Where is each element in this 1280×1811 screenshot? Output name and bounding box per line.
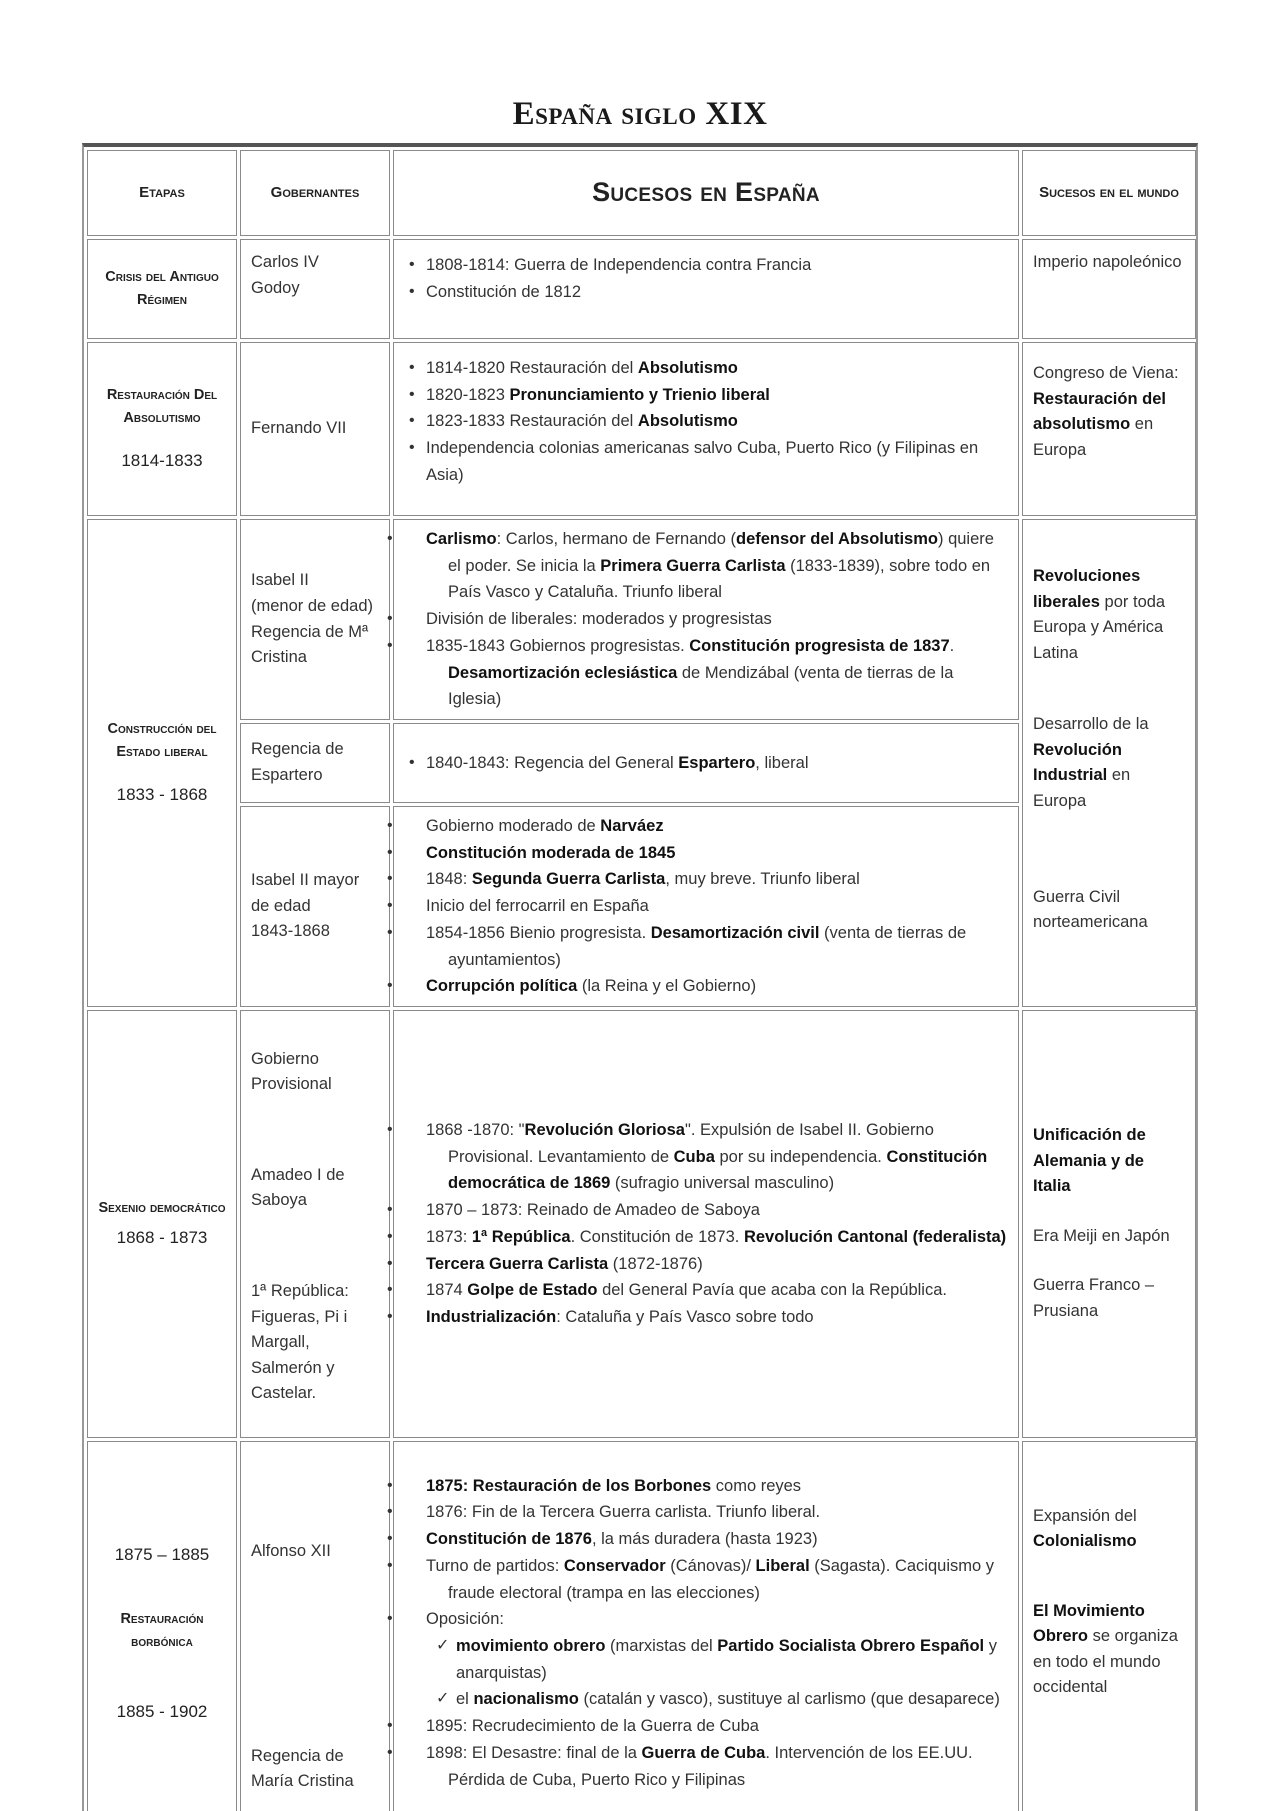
gobernante: Regencia de María Cristina <box>251 1746 354 1791</box>
event-item: • Carlismo: Carlos, hermano de Fernando (defensor del Absolutismo) quiere el poder. Se inicia la Primera Guerra Carlista (1833-1839), sobre todo en País Vasco y Cataluña. Triunfo liberal <box>404 526 1008 606</box>
history-table <box>84 147 1199 1811</box>
world-event: Era Meiji en Japón <box>1033 1226 1170 1245</box>
gobernante: Alfonso XII <box>251 1542 331 1561</box>
event-item: • Constitución de 1876, la más duradera (hasta 1923) <box>404 1526 1008 1553</box>
mundo-cell: Congreso de Viena: Restauración del absolutismo en Europa <box>1022 342 1196 516</box>
event-item: • Constitución moderada de 1845 <box>404 840 1008 867</box>
event-item: • Corrupción política (la Reina y el Gobierno) <box>404 973 1008 1000</box>
event-item: • 1898: El Desastre: final de la Guerra de Cuba. Intervención de los EE.UU. Pérdida de Cuba, Puerto Rico y Filipinas <box>404 1740 1008 1793</box>
world-event: Revoluciones liberales por toda Europa y América Latina <box>1033 567 1166 662</box>
gobernante: Gobierno Provisional <box>251 1049 332 1094</box>
row-sexenio-democratico <box>87 1010 1196 1437</box>
event-item: • 1854-1856 Bienio progresista. Desamortización civil (venta de tierras de ayuntamientos) <box>404 920 1008 973</box>
event-item: • Constitución de 1812 <box>404 279 1008 306</box>
etapa-name: Restauración Del Absolutismo <box>106 387 218 427</box>
event-subitem: ✓ el nacionalismo (catalán y vasco), sustituye al carlismo (que desaparece) <box>404 1686 1008 1713</box>
event-item: • 1870 – 1873: Reinado de Amadeo de Saboya <box>404 1197 1008 1224</box>
etapa-years: 1868 - 1873 <box>116 1227 208 1247</box>
event-item: • 1840-1843: Regencia del General Espartero, liberal <box>404 750 1008 777</box>
event-item: • 1820-1823 Pronunciamiento y Trienio liberal <box>404 382 1008 409</box>
event-item: • 1814-1820 Restauración del Absolutismo <box>404 355 1008 382</box>
mundo-cell: Imperio napoleónico <box>1022 239 1196 339</box>
etapa-years: 1814-1833 <box>121 450 203 470</box>
header-sucesos-mundo: Sucesos en el mundo <box>1022 150 1196 236</box>
etapa-years: 1875 – 1885 <box>114 1544 210 1564</box>
sucesos-cell <box>393 1010 1019 1437</box>
event-item: • Tercera Guerra Carlista (1872-1876) <box>404 1251 1008 1278</box>
header-etapas: Etapas <box>87 150 237 236</box>
event-item: • Turno de partidos: Conservador (Cánovas)/ Liberal (Sagasta). Caciquismo y fraude electoral (trampa en las elecciones) <box>404 1553 1008 1606</box>
event-item: • 1808-1814: Guerra de Independencia contra Francia <box>404 252 1008 279</box>
world-event: El Movimiento Obrero se organiza en todo el mundo occidental <box>1033 1601 1178 1697</box>
etapa-cell <box>87 519 237 1007</box>
gobernantes-cell: Isabel II mayor de edad 1843-1868 <box>240 806 390 1007</box>
etapa-name: Sexenio democrático <box>98 1199 226 1216</box>
sucesos-cell <box>393 723 1019 803</box>
event-item: • 1876: Fin de la Tercera Guerra carlista. Triunfo liberal. <box>404 1499 1008 1526</box>
gobernantes-cell: Fernando VII <box>240 342 390 516</box>
mundo-cell <box>1022 1010 1196 1437</box>
gobernantes-cell <box>240 1010 390 1437</box>
gobernante: 1ª República: Figueras, Pi i Margall, Salmerón y Castelar. <box>251 1282 349 1403</box>
world-event: Guerra Franco – Prusiana <box>1033 1276 1155 1320</box>
event-item: • 1835-1843 Gobiernos progresistas. Constitución progresista de 1837. Desamortización eclesiástica de Mendizábal (venta de tierras de la Iglesia) <box>404 633 1008 713</box>
world-event: Expansión del Colonialismo <box>1033 1506 1137 1551</box>
sucesos-cell <box>393 342 1019 516</box>
sucesos-cell <box>393 239 1019 339</box>
history-table-frame <box>82 143 1198 1811</box>
header-sucesos-espana: Sucesos en España <box>393 150 1019 236</box>
sucesos-cell <box>393 806 1019 1007</box>
gobernante: Amadeo I de Saboya <box>251 1165 345 1210</box>
world-event: Unificación de Alemania y de Italia <box>1033 1126 1146 1196</box>
event-subitem: ✓ movimiento obrero (marxistas del Partido Socialista Obrero Español y anarquistas) <box>404 1633 1008 1686</box>
world-event: Guerra Civil norteamericana <box>1033 887 1148 932</box>
header-row <box>87 150 1196 236</box>
event-item: • 1823-1833 Restauración del Absolutismo <box>404 408 1008 435</box>
event-item: • 1874 Golpe de Estado del General Pavía que acaba con la República. <box>404 1277 1008 1304</box>
event-item: • 1875: Restauración de los Borbones como reyes <box>404 1473 1008 1500</box>
mundo-cell <box>1022 519 1196 1007</box>
sucesos-cell <box>393 519 1019 720</box>
gobernantes-cell: Regencia de Espartero <box>240 723 390 803</box>
event-item: • 1868 -1870: "Revolución Gloriosa". Expulsión de Isabel II. Gobierno Provisional. Levantamiento de Cuba por su independencia. Constitución democrática de 1869 (sufragio universal masculino) <box>404 1117 1008 1197</box>
mundo-cell <box>1022 1441 1196 1811</box>
etapa-cell <box>87 1441 237 1811</box>
page-title: España siglo XIX <box>512 96 768 132</box>
event-item: • Gobierno moderado de Narváez <box>404 813 1008 840</box>
gobernantes-cell: Isabel II (menor de edad) Regencia de Mª Cristina <box>240 519 390 720</box>
event-item: • 1873: 1ª República. Constitución de 1873. Revolución Cantonal (federalista) <box>404 1224 1008 1251</box>
etapa-cell <box>87 1010 237 1437</box>
etapa-years: 1885 - 1902 <box>116 1702 208 1722</box>
event-item: • 1895: Recrudecimiento de la Guerra de Cuba <box>404 1713 1008 1740</box>
row-restauracion-borbonica <box>87 1441 1196 1811</box>
etapa-name: Restauración borbónica <box>120 1610 204 1650</box>
row-construccion-estado-liberal <box>87 519 1196 720</box>
event-item: • Oposición: <box>404 1606 1008 1633</box>
world-event: Desarrollo de la Revolución Industrial en Europa <box>1033 715 1149 810</box>
gobernantes-cell <box>240 1441 390 1811</box>
etapa-name: Construcción del Estado liberal <box>107 721 217 761</box>
header-gobernantes: Gobernantes <box>240 150 390 236</box>
sucesos-cell <box>393 1441 1019 1811</box>
row-crisis-antiguo-regimen <box>87 239 1196 339</box>
event-item: • 1848: Segunda Guerra Carlista, muy breve. Triunfo liberal <box>404 866 1008 893</box>
event-item: • Independencia colonias americanas salvo Cuba, Puerto Rico (y Filipinas en Asia) <box>404 435 1008 488</box>
event-item: • División de liberales: moderados y progresistas <box>404 606 1008 633</box>
row-restauracion-absolutismo <box>87 342 1196 516</box>
etapa-name: Crisis del Antiguo Régimen <box>105 268 219 308</box>
event-item: • Inicio del ferrocarril en España <box>404 893 1008 920</box>
etapa-cell <box>87 342 237 516</box>
etapa-cell <box>87 239 237 339</box>
event-item: • Industrialización: Cataluña y País Vasco sobre todo <box>404 1304 1008 1331</box>
gobernantes-cell: Carlos IV Godoy <box>240 239 390 339</box>
etapa-years: 1833 - 1868 <box>116 784 208 804</box>
